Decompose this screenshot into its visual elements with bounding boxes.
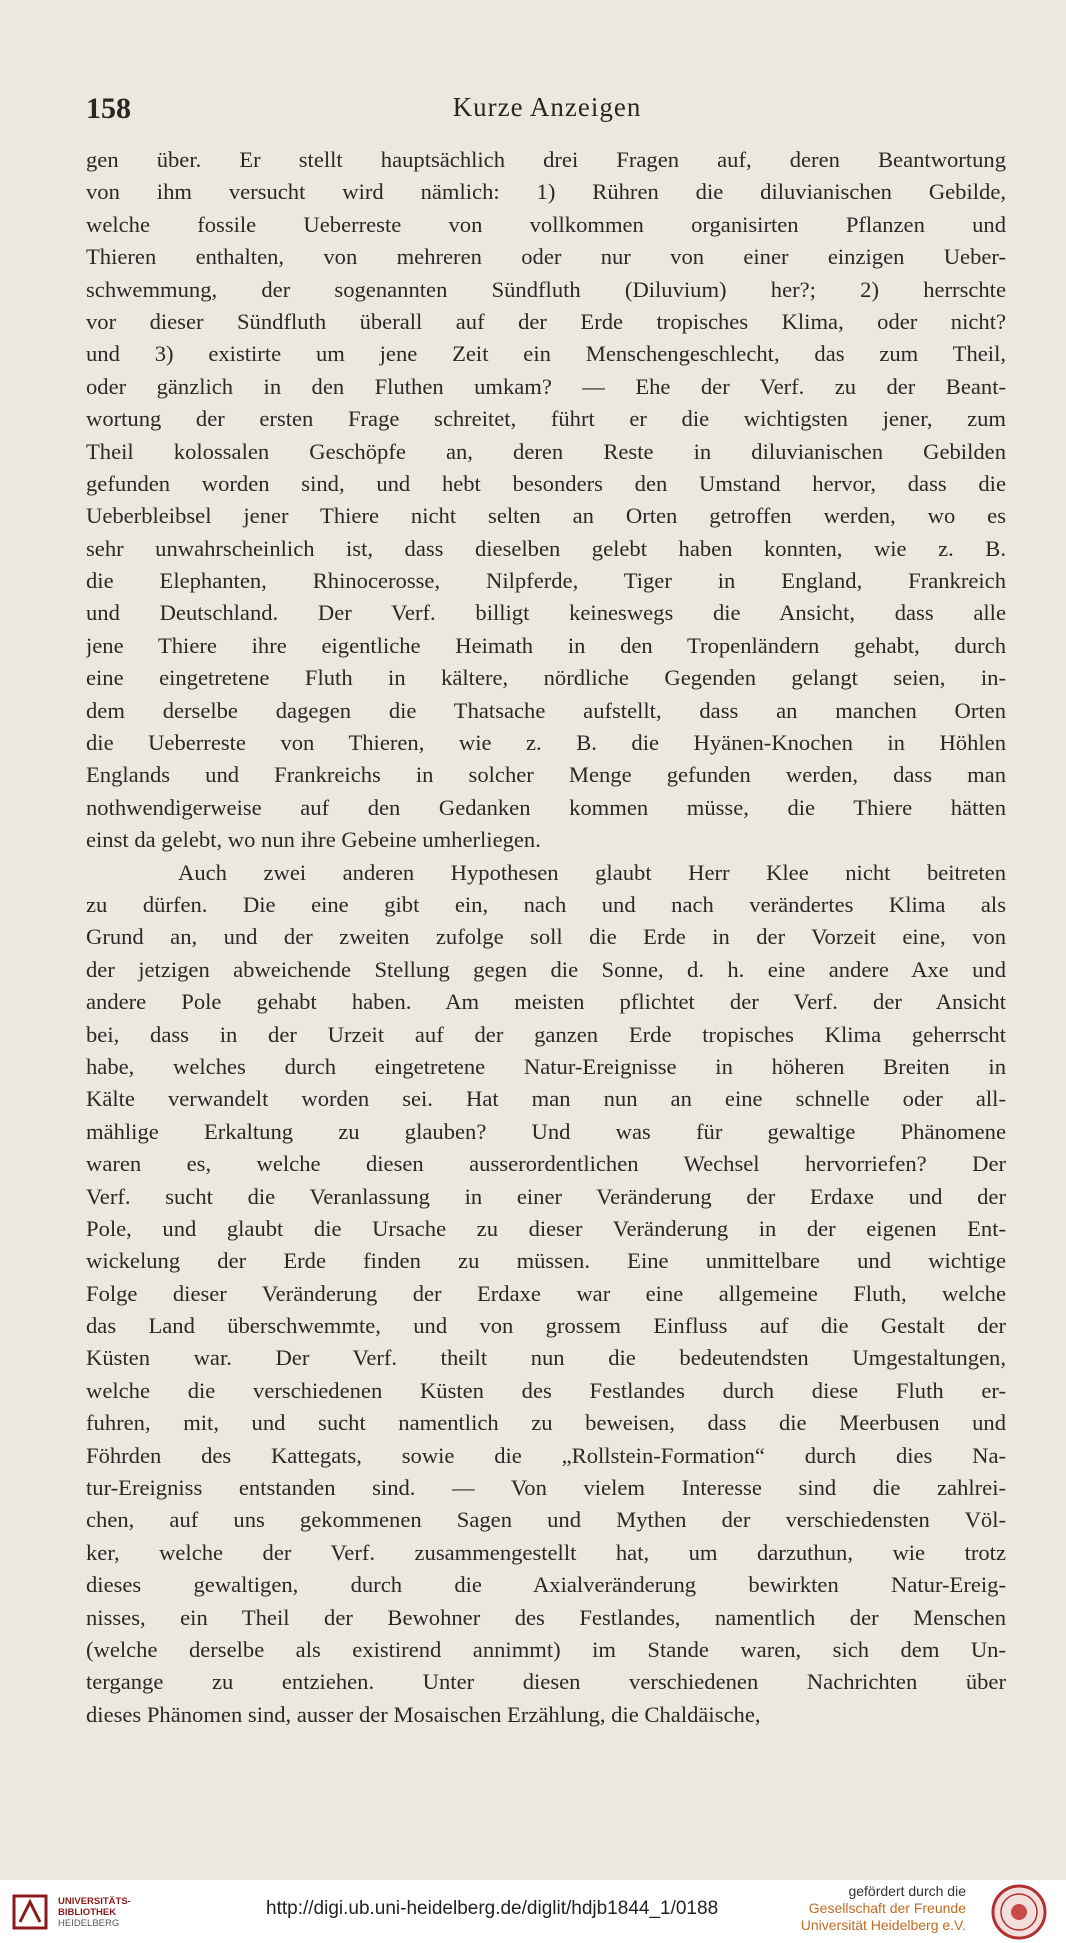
text-line: von ihm versucht wird nämlich: 1) Rühren die diluvianischen Gebilde,: [86, 179, 1006, 205]
text-line: Kälte verwandelt worden sei. Hat man nun an eine schnelle oder all-: [86, 1086, 1006, 1112]
text-line: chen, auf uns gekommenen Sagen und Mythen der verschiedensten Völ-: [86, 1507, 1006, 1533]
text-line: bei, dass in der Urzeit auf der ganzen Erde tropisches Klima geherrscht: [86, 1021, 1006, 1047]
text-line: Auch zwei anderen Hypothesen glaubt Herr Klee nicht beitreten: [178, 859, 1006, 885]
sponsor-block: [801, 1883, 966, 1934]
text-line: dieses Phänomen sind, ausser der Mosaischen Erzählung, die Chaldäische,: [86, 1701, 761, 1727]
running-title: Kurze Anzeigen: [452, 92, 642, 122]
text-line: Englands und Frankreichs in solcher Menge gefunden werden, dass man: [86, 762, 1006, 788]
text-line: und 3) existirte um jene Zeit ein Menschengeschlecht, das zum Theil,: [86, 341, 1006, 367]
text-line: zu dürfen. Die eine gibt ein, nach und nach verändertes Klima als: [86, 891, 1006, 917]
text-line: dem derselbe dagegen die Thatsache aufstellt, dass an manchen Orten: [86, 697, 1006, 723]
text-line: Grund an, und der zweiten zufolge soll die Erde in der Vorzeit eine, von: [86, 924, 1006, 950]
text-line: ker, welche der Verf. zusammengestellt hat, um darzuthun, wie trotz: [86, 1539, 1006, 1565]
text-line: welche fossile Ueberreste von vollkommen organisirten Pflanzen und: [86, 211, 1006, 237]
sponsor-name-line: Gesellschaft der Freunde: [808, 1900, 966, 1916]
library-name: [58, 1896, 131, 1929]
text-line: habe, welches durch eingetretene Natur-Ereignisse in höheren Breiten in: [86, 1053, 1006, 1079]
footer-bar: [0, 1880, 1066, 1943]
text-line: wickelung der Erde finden zu müssen. Eine unmittelbare und wichtige: [86, 1248, 1006, 1274]
text-line: oder gänzlich in den Fluthen umkam? — Ehe der Verf. zu der Beant-: [86, 373, 1006, 399]
permalink-url[interactable]: http://digi.ub.uni-heidelberg.de/diglit/hdjb1844_1/0188: [266, 1898, 719, 1919]
text-line: waren es, welche diesen ausserordentlichen Wechsel hervorriefen? Der: [86, 1151, 1006, 1177]
text-line: wortung der ersten Frage schreitet, führt er die wichtigsten jener, zum: [86, 406, 1006, 432]
text-line: Ueberbleibsel jener Thiere nicht selten an Orten getroffen werden, wo es: [86, 503, 1006, 529]
text-line: und Deutschland. Der Verf. billigt keineswegs die Ansicht, dass alle: [86, 600, 1006, 626]
text-line: sehr unwahrscheinlich ist, dass dieselben gelebt haben konnten, wie z. B.: [86, 535, 1006, 561]
text-line: vor dieser Sündfluth überall auf der Erde tropisches Klima, oder nicht?: [86, 308, 1006, 334]
text-line: (welche derselbe als existirend annimmt) im Stande waren, sich dem Un-: [86, 1636, 1006, 1662]
library-name-line: UNIVERSITÄTS-: [58, 1896, 131, 1907]
university-seal-icon: [986, 1883, 1052, 1941]
text-line: tur-Ereigniss entstanden sind. — Von vielem Interesse sind die zahlrei-: [86, 1475, 1006, 1501]
text-line: Küsten war. Der Verf. theilt nun die bedeutendsten Umgestaltungen,: [86, 1345, 1006, 1371]
text-line: gen über. Er stellt hauptsächlich drei Fragen auf, deren Beantwortung: [86, 147, 1006, 172]
text-line: fuhren, mit, und sucht namentlich zu beweisen, dass die Meerbusen und: [86, 1410, 1006, 1436]
library-name-line: BIBLIOTHEK: [58, 1907, 117, 1918]
body-text: [86, 144, 1006, 1731]
text-line: die Ueberreste von Thieren, wie z. B. die Hyänen-Knochen in Höhlen: [86, 730, 1006, 756]
text-line: einst da gelebt, wo nun ihre Gebeine umherliegen.: [86, 827, 541, 853]
text-line: der jetzigen abweichende Stellung gegen die Sonne, d. h. eine andere Axe und: [86, 956, 1006, 982]
text-line: schwemmung, der sogenannten Sündfluth (Diluvium) her?; 2) herrschte: [86, 276, 1006, 302]
text-line: jene Thiere ihre eigentliche Heimath in den Tropenländern gehabt, durch: [86, 632, 1006, 658]
library-name-line: HEIDELBERG: [58, 1918, 120, 1929]
text-line: die Elephanten, Rhinocerosse, Nilpferde, Tiger in England, Frankreich: [86, 568, 1006, 594]
page-number: 158: [86, 92, 131, 125]
text-line: das Land überschwemmte, und von grossem Einfluss auf die Gestalt der: [86, 1313, 1006, 1339]
text-line: Föhrden des Kattegats, sowie die „Rollstein-Formation“ durch dies Na-: [86, 1442, 1006, 1468]
text-line: Thieren enthalten, von mehreren oder nur von einer einzigen Ueber-: [86, 244, 1006, 270]
text-line: eine eingetretene Fluth in kältere, nördliche Gegenden gelangt seien, in-: [86, 665, 1006, 691]
text-line: mählige Erkaltung zu glauben? Und was für gewaltige Phänomene: [86, 1118, 1006, 1144]
text-line: Folge dieser Veränderung der Erdaxe war eine allgemeine Fluth, welche: [86, 1280, 1006, 1306]
sponsor-label: gefördert durch die: [848, 1883, 966, 1899]
text-line: Pole, und glaubt die Ursache zu dieser Veränderung in der eigenen Ent-: [86, 1215, 1006, 1241]
text-line: Theil kolossalen Geschöpfe an, deren Reste in diluvianischen Gebilden: [86, 438, 1006, 464]
library-logo-icon: [10, 1892, 50, 1932]
text-line: nisses, ein Theil der Bewohner des Festlandes, namentlich der Menschen: [86, 1604, 1006, 1630]
text-line: dieses gewaltigen, durch die Axialveränderung bewirkten Natur-Ereig-: [86, 1572, 1006, 1598]
text-line: gefunden worden sind, und hebt besonders den Umstand hervor, dass die: [86, 470, 1006, 496]
text-line: Verf. sucht die Veranlassung in einer Veränderung der Erdaxe und der: [86, 1183, 1006, 1209]
text-line: welche die verschiedenen Küsten des Festlandes durch diese Fluth er-: [86, 1377, 1006, 1403]
page-header: [86, 92, 1008, 132]
text-line: nothwendigerweise auf den Gedanken kommen müsse, die Thiere hätten: [86, 794, 1006, 820]
text-line: andere Pole gehabt haben. Am meisten pflichtet der Verf. der Ansicht: [86, 989, 1006, 1015]
sponsor-name-line: Universität Heidelberg e.V.: [800, 1917, 966, 1933]
text-line: tergange zu entziehen. Unter diesen verschiedenen Nachrichten über: [86, 1669, 1006, 1695]
